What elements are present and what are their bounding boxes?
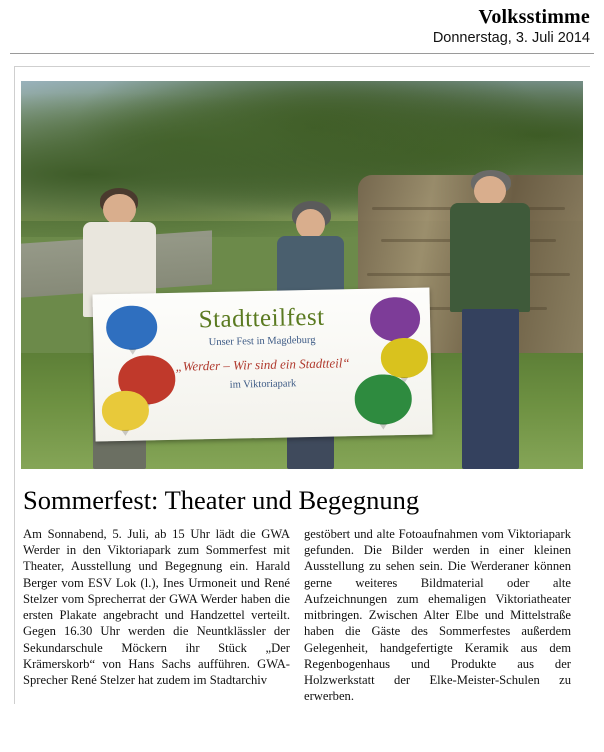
article-photo [21,81,583,469]
balloon-green [354,373,412,424]
head [474,176,506,206]
banner-title: Stadtteilfest [198,303,325,334]
masthead [0,0,604,47]
article-headline: Sommerfest: Theater und Begegnung [23,485,420,516]
masthead-divider [10,53,594,54]
article-photo-wrapper [21,81,584,469]
banner-subtitle-2: „Werder – Wir sind ein Stadtteil“ [175,355,350,374]
article-column-1: Am Sonnabend, 5. Juli, ab 15 Uhr lädt die GWA Werder in den Viktoriapark zum Sommerfest mit Theater, Ausstellung und Begegnung ein. Harald Berger vom ESV Lok (l.), Ines Urmoneit und René Stelzer vom Sprecherrat der GWA Werder haben die ersten Plakate angebracht und Handzettel verteilt. Gegen 16.30 Uhr werden die Neuntklässler der Sekundarschule Möckern ihr Stück „Der Krämerskorb“ von Hans Sachs aufführen. GWA-Sprecher René Stelzer hat zudem im Stadtarchiv [23,526,290,687]
head [103,194,135,226]
banner-subtitle-3: im Viktoriapark [229,378,297,391]
article-column-2: gestöbert und alte Fotoaufnahmen vom Viktoriapark gefunden. Die Bilder werden in einer kleinen Ausstellung zu sehen sein. Die Werderaner können gerne weiteres Bildmaterial oder alte Aufzeichnungen zum ehemaligen Viktoriatheater mitbringen. Zwischen Alter Elbe und Mittelstraße haben die Gäste des Sommerfestes außerdem Gelegenheit, handgefertigte Keramik aus dem Regenbogenhaus und Produkte aus der Holzwerkstatt der Elke-Meister-Schulen zu erwerben. [304,526,571,704]
stadtteilfest-banner [93,287,433,441]
head [296,209,325,239]
banner-subtitle-1: Unser Fest in Magdeburg [208,334,316,349]
legs [462,309,519,469]
article [14,66,590,704]
issue-date: Donnerstag, 3. Juli 2014 [432,30,590,46]
article-body [23,526,582,705]
torso [450,203,530,312]
person-right [443,167,539,470]
newspaper-title: Volksstimme [478,6,590,28]
